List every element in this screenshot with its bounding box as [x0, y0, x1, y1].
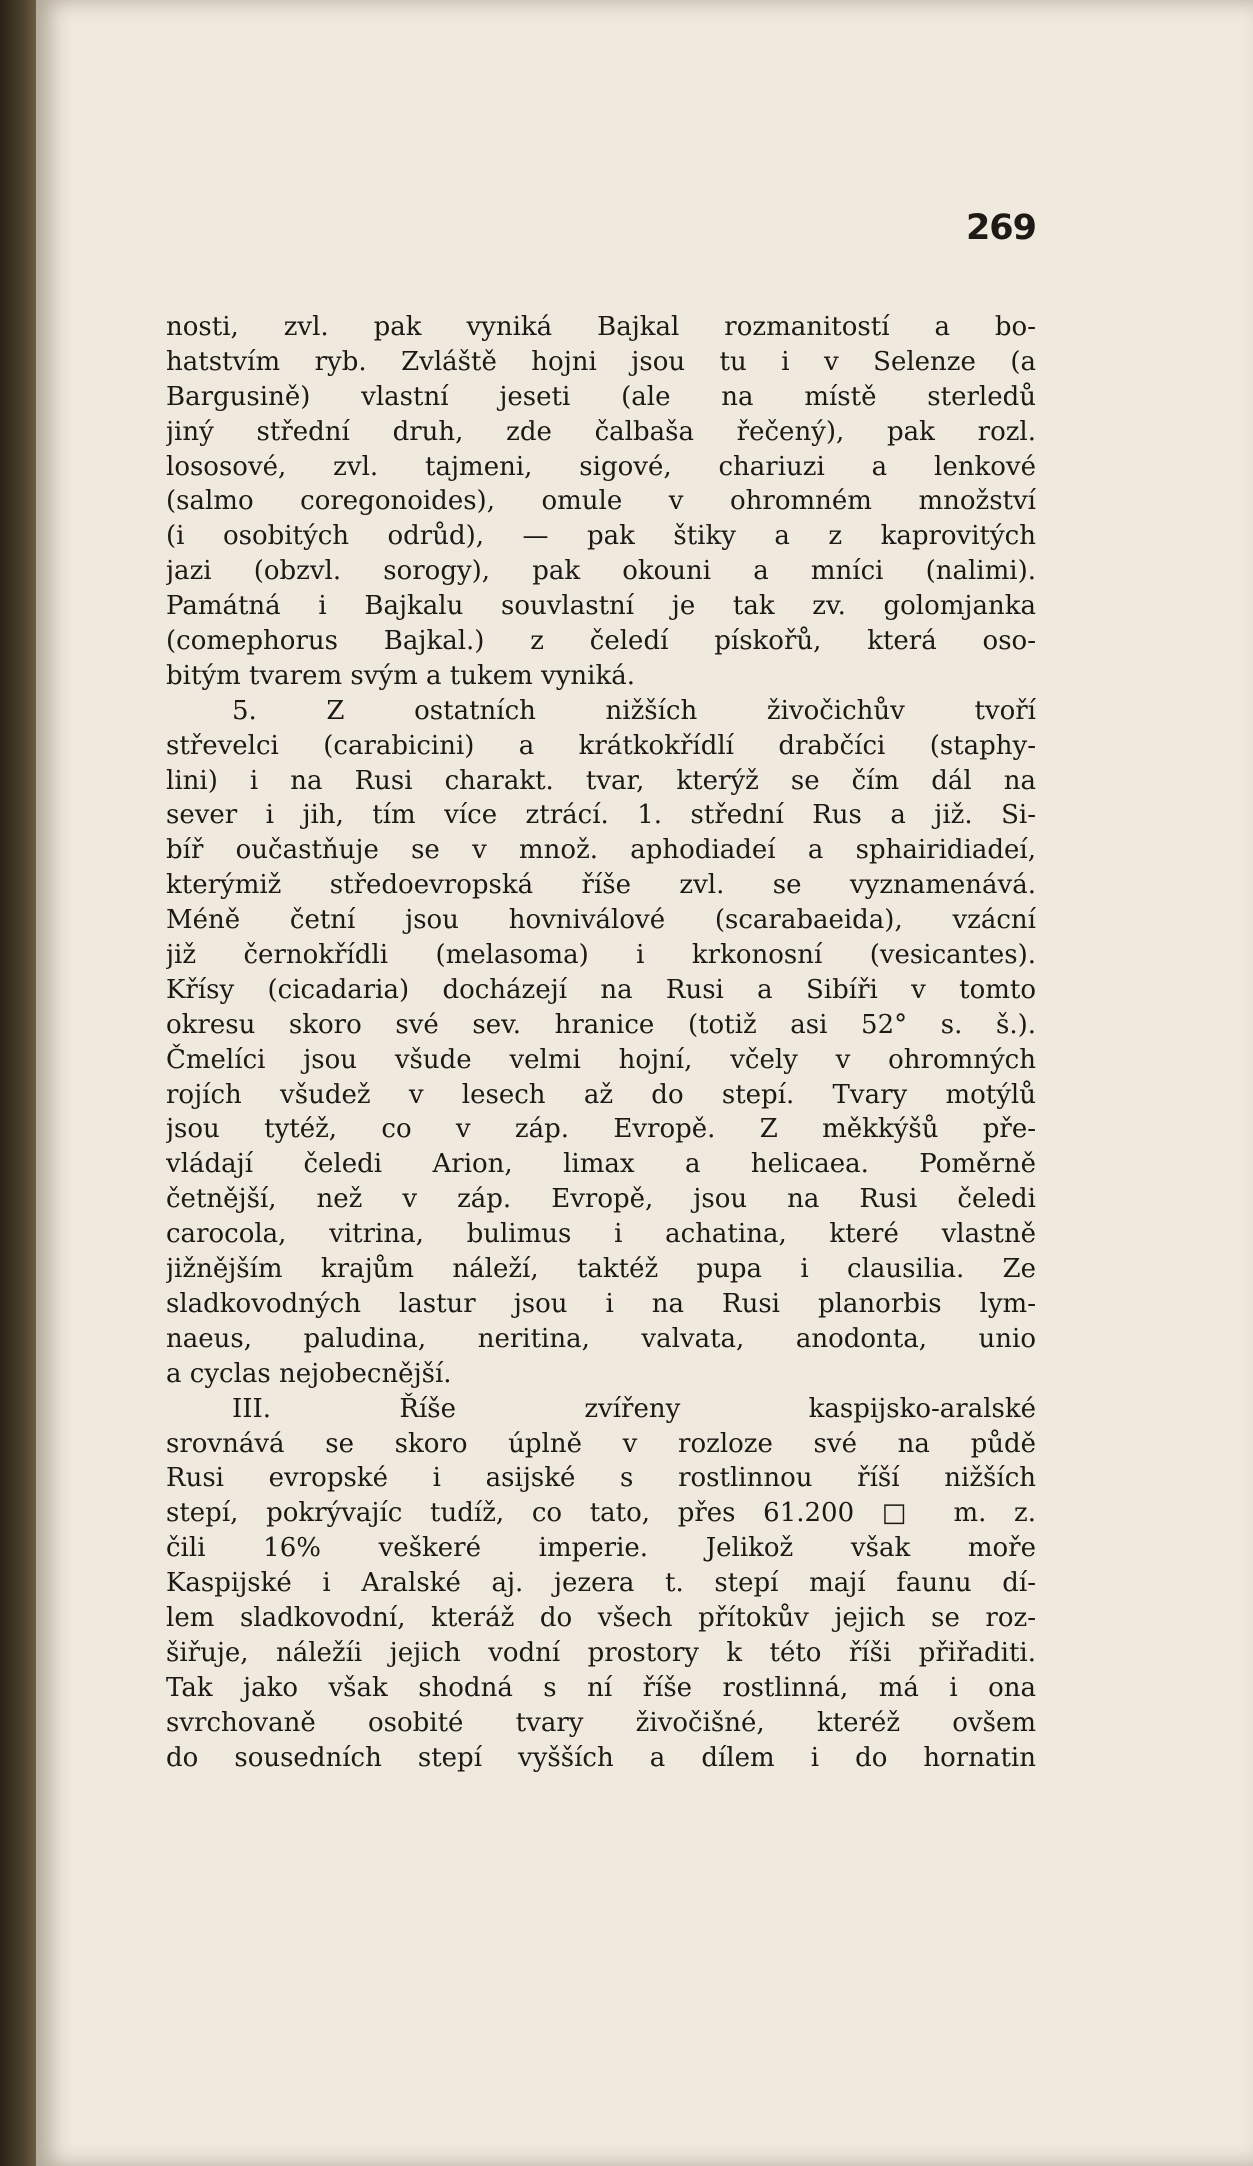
- page-number: 269: [965, 208, 1036, 248]
- text-line: Čmelíci jsou všude velmi hojní, včely v ohromných: [166, 1044, 1036, 1075]
- text-line: sladkovodných lastur jsou i na Rusi planorbis lym-: [166, 1288, 1036, 1319]
- text-line: do sousedních stepí vyšších a dílem i do hornatin: [166, 1742, 1036, 1773]
- text-line: četnější, než v záp. Evropě, jsou na Rusi čeledi: [166, 1184, 1036, 1215]
- text-line: Rusi evropské i asijské s rostlinnou říší nižších: [166, 1463, 1036, 1494]
- text-line: jižnějším krajům náleží, taktéž pupa i clausilia. Ze: [166, 1254, 1036, 1285]
- text-line: střevelci (carabicini) a krátkokřídlí drabčíci (staphy-: [166, 730, 1036, 761]
- text-line: jiný střední druh, zde čalbaša řečený), pak rozl.: [166, 416, 1036, 447]
- text-line: nosti, zvl. pak vyniká Bajkal rozmanitostí a bo-: [166, 312, 1036, 342]
- section-start-line: III. Říše zvířeny kaspijsko-aralské: [232, 1393, 1036, 1424]
- section-start-line: 5. Z ostatních nižších živočichův tvoří: [232, 695, 1036, 726]
- text-line: Méně četní jsou hovniválové (scarabaeida), vzácní: [166, 905, 1036, 936]
- paragraph-end-line: bitým tvarem svým a tukem vyniká.: [166, 660, 636, 691]
- paragraph-end-line: a cyclas nejobecnější.: [166, 1358, 452, 1389]
- text-line: kterýmiž středoevropská říše zvl. se vyznamenává.: [166, 870, 1036, 901]
- text-line: šiřuje, náležíi jejich vodní prostory k této říši přiřaditi.: [166, 1637, 1036, 1668]
- text-line: (i osobitých odrůd), — pak štiky a z kaprovitých: [166, 521, 1036, 552]
- text-line: okresu skoro své sev. hranice (totiž asi 52° s. š.).: [166, 1009, 1036, 1040]
- text-line: (comephorus Bajkal.) z čeledí pískořů, která oso-: [166, 626, 1036, 657]
- text-line: bíř oučastňuje se v množ. aphodiadeí a sphairidiadeí,: [166, 835, 1036, 866]
- text-line: vládají čeledi Arion, limax a helicaea. Poměrně: [166, 1149, 1036, 1180]
- text-line: carocola, vitrina, bulimus i achatina, které vlastně: [166, 1219, 1036, 1250]
- text-line: čili 16% veškeré imperie. Jelikož však moře: [166, 1533, 1036, 1564]
- text-line: srovnává se skoro úplně v rozloze své na půdě: [166, 1428, 1036, 1459]
- text-line: již černokřídli (melasoma) i krkonosní (vesicantes).: [166, 940, 1036, 971]
- book-page: [36, 0, 1253, 2166]
- text-line: (salmo coregonoides), omule v ohromném množství: [166, 486, 1036, 517]
- text-line: hatstvím ryb. Zvláště hojni jsou tu i v Selenze (a: [166, 346, 1036, 377]
- text-line: jsou tytéž, co v záp. Evropě. Z měkkýšů pře-: [166, 1114, 1036, 1145]
- text-line: sever i jih, tím více ztrácí. 1. střední Rus a již. Si-: [166, 800, 1036, 831]
- text-line: Bargusině) vlastní jeseti (ale na místě sterledů: [166, 381, 1036, 412]
- text-line: lososové, zvl. tajmeni, sigové, chariuzi a lenkové: [166, 451, 1036, 482]
- text-line: stepí, pokrývajíc tudíž, co tato, přes 61.200 □ m. z.: [166, 1498, 1036, 1529]
- text-line: rojích všudež v lesech až do stepí. Tvary motýlů: [166, 1079, 1036, 1110]
- text-line: Památná i Bajkalu souvlastní je tak zv. golomjanka: [166, 591, 1036, 622]
- text-line: Křísy (cicadaria) docházejí na Rusi a Sibíři v tomto: [166, 974, 1036, 1005]
- body-text: [166, 310, 1036, 1775]
- text-line: naeus, paludina, neritina, valvata, anodonta, unio: [166, 1323, 1036, 1354]
- book-gutter: [0, 0, 36, 2166]
- text-line: svrchovaně osobité tvary živočišné, kteréž ovšem: [166, 1707, 1036, 1738]
- text-line: lini) i na Rusi charakt. tvar, kterýž se čím dál na: [166, 765, 1036, 796]
- text-line: jazi (obzvl. sorogy), pak okouni a mníci (nalimi).: [166, 556, 1036, 587]
- text-line: Kaspijské i Aralské aj. jezera t. stepí mají faunu dí-: [166, 1568, 1036, 1599]
- text-line: lem sladkovodní, kteráž do všech přítokův jejich se roz-: [166, 1602, 1036, 1633]
- text-line: Tak jako však shodná s ní říše rostlinná, má i ona: [166, 1672, 1036, 1703]
